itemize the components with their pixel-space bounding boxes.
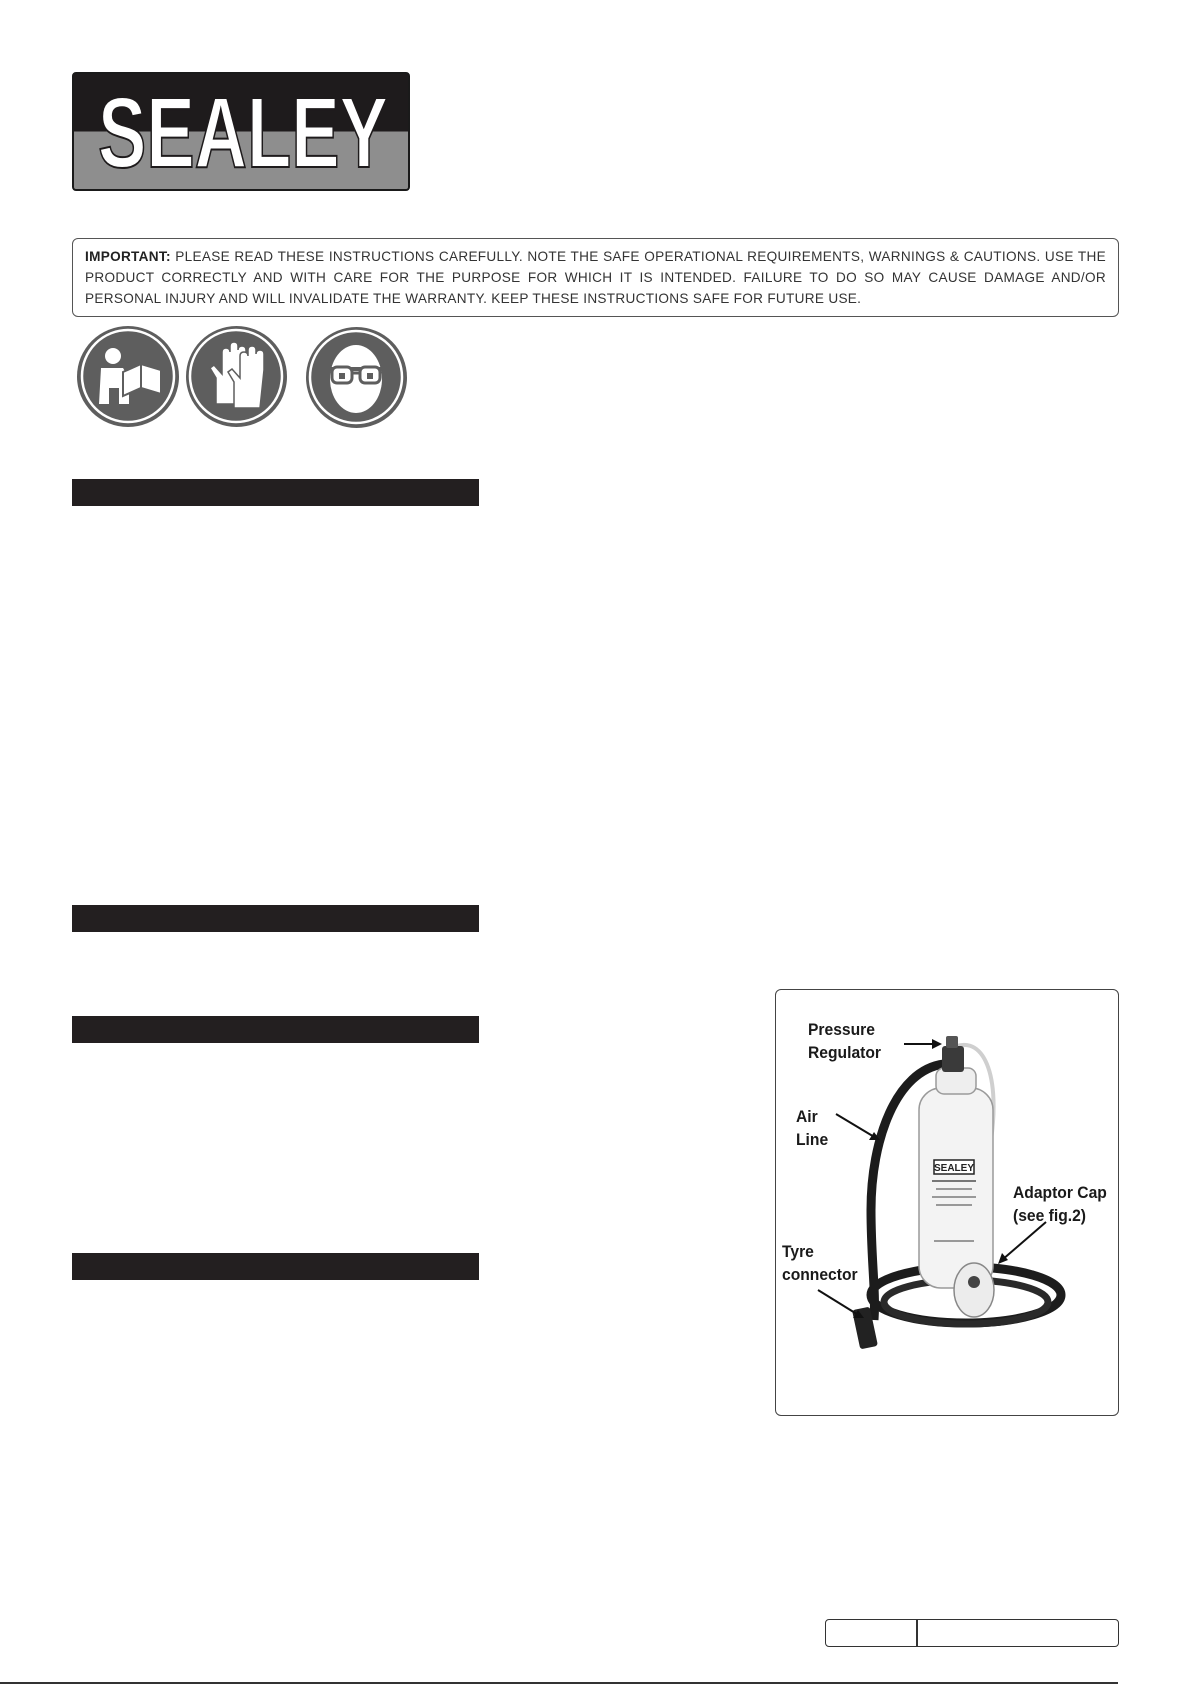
callout-tyre-connector-line2: connector	[782, 1265, 858, 1284]
callout-adaptor-cap-line2: (see fig.2)	[1013, 1206, 1087, 1225]
section-bar-3	[72, 1016, 479, 1043]
callout-air-line-line1: Air	[796, 1107, 818, 1126]
callout-tyre-connector	[782, 1240, 858, 1286]
footer-box-divider	[916, 1620, 918, 1646]
important-notice	[72, 238, 1119, 317]
wear-eye-protection-icon	[306, 327, 407, 428]
callout-adaptor-cap-line1: Adaptor Cap	[1013, 1183, 1107, 1202]
bottle-label-text: SEALEY	[933, 1163, 975, 1174]
logo-text: SEALEY	[98, 77, 388, 189]
callout-air-line	[796, 1105, 828, 1151]
callout-pressure-regulator-line1: Pressure	[808, 1020, 875, 1039]
section-bar-1	[72, 479, 479, 506]
footer-reference-box	[825, 1619, 1119, 1647]
callout-tyre-connector-line1: Tyre	[782, 1242, 814, 1261]
notice-text: PLEASE READ THESE INSTRUCTIONS CAREFULLY. NOTE THE SAFE OPERATIONAL REQUIREMENTS, WARNINGS & CAUTIONS. USE THE PRODUCT CORRECTLY AND WITH CARE FOR THE PURPOSE FOR WHICH IT IS INTENDED. FAILURE TO DO SO MAY CAUSE DAMAGE AND/OR PERSONAL INJURY AND WILL INVALIDATE THE WARRANTY. KEEP THESE INSTRUCTIONS SAFE FOR FUTURE USE.	[85, 249, 1106, 306]
callout-air-line-line2: Line	[796, 1130, 829, 1149]
callout-pressure-regulator	[808, 1018, 881, 1064]
section-bar-4	[72, 1253, 479, 1280]
wear-gloves-icon	[186, 326, 287, 427]
bottom-rule	[0, 1682, 1118, 1684]
notice-label: IMPORTANT:	[85, 249, 171, 264]
section-bar-2	[72, 905, 479, 932]
callout-adaptor-cap	[1013, 1181, 1107, 1227]
read-manual-icon	[77, 326, 179, 427]
sealey-logo	[72, 72, 410, 191]
product-figure	[775, 989, 1119, 1416]
callout-pressure-regulator-line2: Regulator	[808, 1043, 881, 1062]
